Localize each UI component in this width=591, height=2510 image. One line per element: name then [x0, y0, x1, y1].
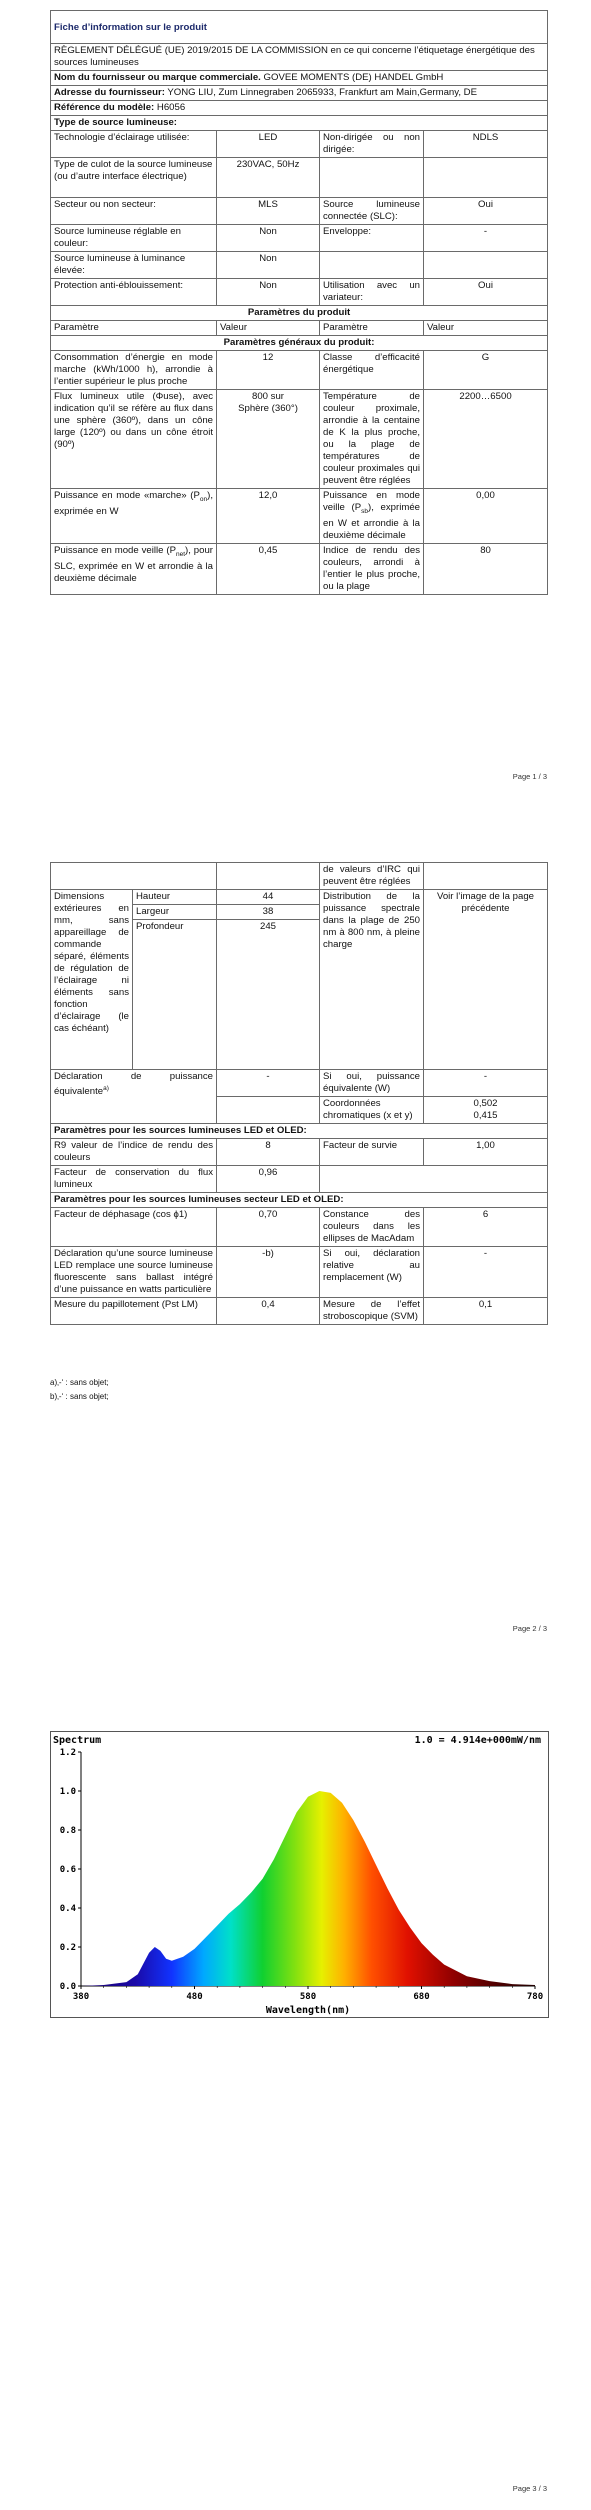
color-label: Source lumineuse réglable en couleur:	[51, 225, 217, 252]
height-label: Hauteur	[133, 890, 217, 905]
width-label: Largeur	[133, 905, 217, 920]
regulation-text: RÈGLEMENT DÉLÉGUÉ (UE) 2019/2015 DE LA COMMISSION en ce qui concerne l’étiquetage énergétique des sources lumineuses	[51, 44, 548, 71]
supplier-value: GOVEE MOMENTS (DE) HANDEL GmbH	[260, 72, 444, 83]
mains-led-params-header: Paramètres pour les sources lumineuses secteur LED et OLED:	[51, 1193, 548, 1208]
nondirected-value: NDLS	[424, 131, 548, 158]
onpower-sub: on	[199, 495, 208, 503]
consumption-label: Consommation d’énergie en mode marche (kWh/1000 h), arrondie à l’entier supérieur le plus proche	[51, 351, 217, 390]
consumption-value: 12	[217, 351, 320, 390]
mains-value: MLS	[217, 198, 320, 225]
connected-label: Source lumineuse connectée (SLC):	[320, 198, 424, 225]
general-params-header: Paramètres généraux du produit:	[51, 336, 548, 351]
r9-label: R9 valeur de l’indice de rendu des couleurs	[51, 1139, 217, 1166]
netstandby-label	[51, 543, 217, 594]
cri-value: 80	[424, 543, 548, 594]
glare-label: Protection anti-éblouissement:	[51, 279, 217, 306]
survival-label: Facteur de survie	[320, 1139, 424, 1166]
maint-label: Facteur de conservation du flux lumineux	[51, 1166, 217, 1193]
supplier-label: Nom du fournisseur ou marque commerciale.	[54, 72, 261, 83]
y-tick-label: 0.0	[59, 1982, 76, 1992]
cct-value: 2200…6500	[424, 390, 548, 489]
macadam-value: 6	[424, 1208, 548, 1247]
svm-label: Mesure de l’effet stroboscopique (SVM)	[320, 1298, 424, 1325]
x-tick-label: 680	[413, 1992, 430, 2002]
onpower-label-b: ), exprimée en W	[54, 490, 213, 517]
y-tick-label: 0.2	[59, 1943, 76, 1953]
page-2	[0, 836, 591, 1656]
nondirected-label: Non-dirigée ou non dirigée:	[320, 131, 424, 158]
page-1	[0, 0, 591, 836]
flux-value-1: 800 sur	[252, 391, 284, 402]
footnote-b: b)‚-‘ : sans objet;	[50, 1392, 109, 1401]
svm-value: 0,1	[424, 1298, 548, 1325]
product-info-table-page1	[50, 10, 547, 595]
footnote-a: a)‚-‘ : sans objet;	[50, 1378, 109, 1387]
spectrum-chart	[50, 1731, 549, 2018]
col-value-1: Valeur	[217, 321, 320, 336]
y-tick-label: 0.4	[59, 1904, 76, 1914]
replace-yes-value: -	[424, 1247, 548, 1298]
connected-value: Oui	[424, 198, 548, 225]
onpower-value: 12,0	[217, 489, 320, 544]
page-number-2: Page 2 / 3	[512, 1624, 547, 1633]
chroma-y: 0,415	[473, 1110, 498, 1121]
flux-value-2: Sphère (360°)	[238, 403, 298, 414]
cri-label: Indice de rendu des couleurs, arrondi à l’entier le plus proche, ou la plage	[320, 543, 424, 594]
col-param-2: Paramètre	[320, 321, 424, 336]
netstandby-label-a: Puissance en mode veille (P	[54, 544, 176, 556]
chart-annotation: 1.0 = 4.914e+000mW/nm	[414, 1735, 541, 1746]
survival-value: 1,00	[424, 1139, 548, 1166]
netstandby-value: 0,45	[217, 543, 320, 594]
x-tick-label: 480	[186, 1992, 203, 2002]
equiv-yes-value: -	[424, 1070, 548, 1097]
cap-label: Type de culot de la source lumineuse	[54, 159, 213, 170]
maint-value: 0,96	[217, 1166, 320, 1193]
flux-label: Flux lumineux utile (Φuse), avec indication qu’il se réfère au flux dans une sphère (360º), dans un cône large (120º) ou dans un cône étroit (90º)	[51, 390, 217, 489]
model-value: H6056	[154, 102, 186, 113]
page-number-3: Page 3 / 3	[512, 2484, 547, 2493]
netstandby-sub: net	[175, 550, 186, 558]
dimmer-label: Utilisation avec un variateur:	[320, 279, 424, 306]
spectrum-area	[81, 1791, 535, 1986]
model-label: Référence du modèle:	[54, 102, 155, 113]
cont-empty-3	[424, 863, 548, 890]
glare-value: Non	[217, 279, 320, 306]
replace-label: Déclaration qu’une source lumineuse LED remplace une source lumineuse fluorescente sans ballast intégré d’une puissance en watts particulière	[51, 1247, 217, 1298]
envelope-label: Enveloppe:	[320, 225, 424, 252]
cap-empty-1	[320, 158, 424, 198]
dims-label: Dimensions extérieures en mm, sans appareillage de commande séparé, éléments de régulation de l’éclairage ni éléments sans fonction d’éclairage (le cas échéant)	[51, 890, 133, 1070]
replace-value: -b)	[217, 1247, 320, 1298]
equiv-yes-label: Si oui, puissance équivalente (W)	[320, 1070, 424, 1097]
model-row	[51, 101, 548, 116]
equiv-label-text: Déclaration de puissance équivalente	[54, 1071, 213, 1098]
width-value: 38	[217, 905, 320, 920]
chroma-x: 0,502	[473, 1098, 498, 1109]
equiv-value: -	[217, 1070, 320, 1097]
onpower-label	[51, 489, 217, 544]
cap-label-2: (ou d’autre interface électrique)	[54, 171, 187, 182]
supplier-row	[51, 71, 548, 86]
netstandby-label-b: ), pour SLC, exprimée en W et arrondie à la deuxième décimale	[54, 544, 213, 584]
cap-empty-2	[424, 158, 548, 198]
cct-label: Température de couleur proximale, arrondie à la centaine de K la plus proche, ou la plage de températures de couleur proximales qui peuvent être réglées	[320, 390, 424, 489]
product-info-table-page2	[50, 862, 547, 1325]
footnotes	[50, 1376, 109, 1404]
highlum-value: Non	[217, 252, 320, 279]
flicker-value: 0,4	[217, 1298, 320, 1325]
chart-title: Spectrum	[53, 1735, 102, 1746]
flux-value-cell	[217, 390, 320, 489]
chroma-empty	[217, 1097, 320, 1124]
color-value: Non	[217, 225, 320, 252]
standby-label	[320, 489, 424, 544]
tech-value: LED	[217, 131, 320, 158]
source-type-header: Type de source lumineuse:	[51, 116, 548, 131]
col-value-2: Valeur	[424, 321, 548, 336]
depth-label: Profondeur	[133, 920, 217, 1070]
eclass-label: Classe d’efficacité énergétique	[320, 351, 424, 390]
address-row	[51, 86, 548, 101]
x-tick-label: 380	[72, 1992, 90, 2002]
flicker-label: Mesure du papillotement (Pst LM)	[51, 1298, 217, 1325]
y-tick-label: 0.8	[59, 1826, 76, 1836]
address-value: YONG LIU, Zum Linnegraben 2065933, Frankfurt am Main,Germany, DE	[164, 87, 478, 98]
standby-sub: sb	[361, 507, 369, 515]
led-params-header: Paramètres pour les sources lumineuses LED et OLED:	[51, 1124, 548, 1139]
cont-empty-2	[217, 863, 320, 890]
replace-yes-label: Si oui, déclaration relative au remplacement (W)	[320, 1247, 424, 1298]
cap-label-cell	[51, 158, 217, 198]
standby-label-b: ), exprimée en W et arrondie à la deuxième décimale	[323, 502, 421, 541]
spectrum-svg	[51, 1732, 548, 2017]
chroma-value-cell	[424, 1097, 548, 1124]
equiv-sup: a)	[103, 1085, 109, 1092]
dimmer-value: Oui	[424, 279, 548, 306]
pf-value: 0,70	[217, 1208, 320, 1247]
spd-value: Voir l’image de la page précédente	[424, 890, 548, 1070]
highlum-empty-2	[424, 252, 548, 279]
page-3	[0, 1656, 591, 2510]
cap-value: 230VAC, 50Hz	[217, 158, 320, 198]
y-tick-label: 1.0	[59, 1787, 76, 1797]
standby-label-a: Puissance en mode veille (P	[323, 490, 420, 513]
cont-empty-1	[51, 863, 217, 890]
depth-value: 245	[217, 920, 320, 1070]
maint-empty	[320, 1166, 548, 1193]
eclass-value: G	[424, 351, 548, 390]
pf-label: Facteur de déphasage (cos ϕ1)	[51, 1208, 217, 1247]
highlum-label: Source lumineuse à luminance élevée:	[51, 252, 217, 279]
page-title: Fiche d’information sur le produit	[51, 11, 548, 44]
r9-value: 8	[217, 1139, 320, 1166]
standby-value: 0,00	[424, 489, 548, 544]
envelope-value: -	[424, 225, 548, 252]
page-number-1: Page 1 / 3	[512, 772, 547, 781]
y-tick-label: 0.6	[59, 1865, 76, 1875]
col-param-1: Paramètre	[51, 321, 217, 336]
cri-continued: de valeurs d’IRC qui peuvent être réglées	[320, 863, 424, 890]
x-tick-label: 580	[299, 1992, 317, 2002]
equiv-label	[51, 1070, 217, 1124]
chroma-label: Coordonnées chromatiques (x et y)	[320, 1097, 424, 1124]
chart-xlabel: Wavelength(nm)	[265, 2005, 351, 2016]
y-tick-label: 1.2	[59, 1748, 76, 1758]
x-tick-label: 780	[526, 1992, 544, 2002]
onpower-label-a: Puissance en mode «marche» (P	[54, 490, 200, 501]
address-label: Adresse du fournisseur:	[54, 87, 165, 98]
product-params-header: Paramètres du produit	[51, 306, 548, 321]
mains-label: Secteur ou non secteur:	[51, 198, 217, 225]
highlum-empty-1	[320, 252, 424, 279]
tech-label: Technologie d’éclairage utilisée:	[51, 131, 217, 158]
height-value: 44	[217, 890, 320, 905]
spd-label: Distribution de la puissance spectrale dans la plage de 250 nm à 800 nm, à pleine charge	[320, 890, 424, 1070]
macadam-label: Constance des couleurs dans les ellipses de MacAdam	[320, 1208, 424, 1247]
